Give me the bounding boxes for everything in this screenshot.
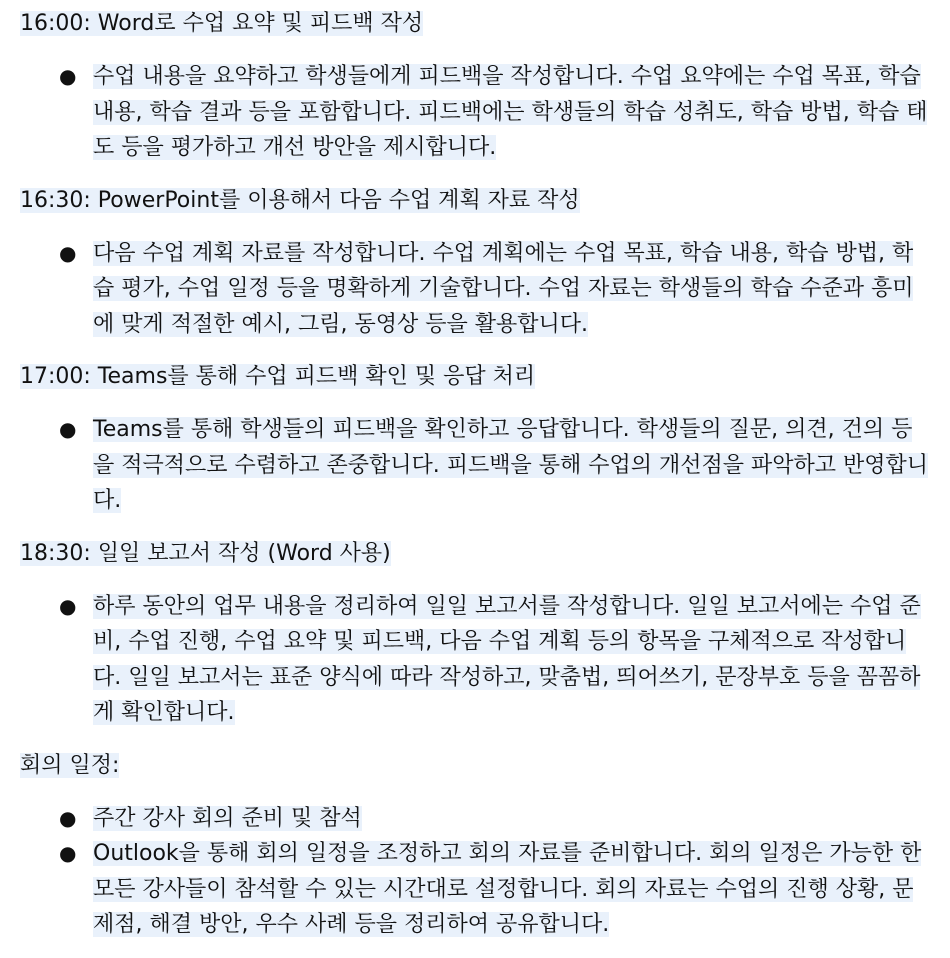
bullet-icon: ● [59, 841, 77, 865]
bullet-icon: ● [59, 64, 77, 88]
bullet-icon: ● [59, 805, 77, 830]
list-item: ● 수업 내용을 요약하고 학생들에게 피드백을 작성합니다. 수업 요약에는 수업 목표, 학습 내용, 학습 결과 등을 포함합니다. 피드백에는 학생들의 학습 성취도, 학습 방법, 학습 태도 등을 평가하고 개선 방안을 제시합니다. [20, 59, 930, 166]
list-item: ● Outlook을 통해 회의 일정을 조정하고 회의 자료를 준비합니다. 회의 일정은 가능한 한 모든 강사들이 참석할 수 있는 시간대로 설정합니다. 회의 자료는 수업의 진행 상황, 문제점, 해결 방안, 우수 사례 등을 정리하여 공유합니다. [20, 836, 930, 943]
bullet-icon: ● [59, 593, 77, 618]
section-heading: 17:00: Teams를 통해 수업 피드백 확인 및 응답 처리 [20, 364, 536, 389]
list-item: ● 주간 강사 회의 준비 및 참석 [20, 801, 930, 837]
bullet-list [20, 589, 930, 731]
document-body [20, 6, 930, 943]
section-1700 [20, 359, 930, 536]
section-heading: 회의 일정: [20, 752, 120, 778]
bullet-list [20, 59, 930, 166]
bullet-list [20, 412, 930, 519]
section-1830 [20, 536, 930, 748]
section-heading: 16:30: PowerPoint를 이용해서 다음 수업 계획 자료 작성 [20, 187, 580, 213]
section-heading: 18:30: 일일 보고서 작성 (Word 사용) [20, 540, 391, 566]
section-heading: 16:00: Word로 수업 요약 및 피드백 작성 [20, 11, 424, 36]
section-meeting [20, 748, 930, 943]
section-1630 [20, 183, 930, 360]
list-item: ● 다음 수업 계획 자료를 작성합니다. 수업 계획에는 수업 목표, 학습 내용, 학습 방법, 학습 평가, 수업 일정 등을 명확하게 기술합니다. 수업 자료는 학생들의 학습 수준과 흥미에 맞게 적절한 예시, 그림, 동영상 등을 활용합니다. [20, 236, 930, 343]
bullet-list [20, 801, 930, 943]
bullet-list [20, 236, 930, 343]
list-item: ● 하루 동안의 업무 내용을 정리하여 일일 보고서를 작성합니다. 일일 보고서에는 수업 준비, 수업 진행, 수업 요약 및 피드백, 다음 수업 계획 등의 항목을 구체적으로 작성합니다. 일일 보고서는 표준 양식에 따라 작성하고, 맞춤법, 띄어쓰기, 문장부호 등을 꼼꼼하게 확인합니다. [20, 589, 930, 731]
section-1600 [20, 6, 930, 183]
bullet-icon: ● [59, 417, 77, 441]
bullet-icon: ● [59, 240, 77, 265]
list-item: ● Teams를 통해 학생들의 피드백을 확인하고 응답합니다. 학생들의 질문, 의견, 건의 등을 적극적으로 수렴하고 존중합니다. 피드백을 통해 수업의 개선점을 파악하고 반영합니다. [20, 412, 930, 519]
